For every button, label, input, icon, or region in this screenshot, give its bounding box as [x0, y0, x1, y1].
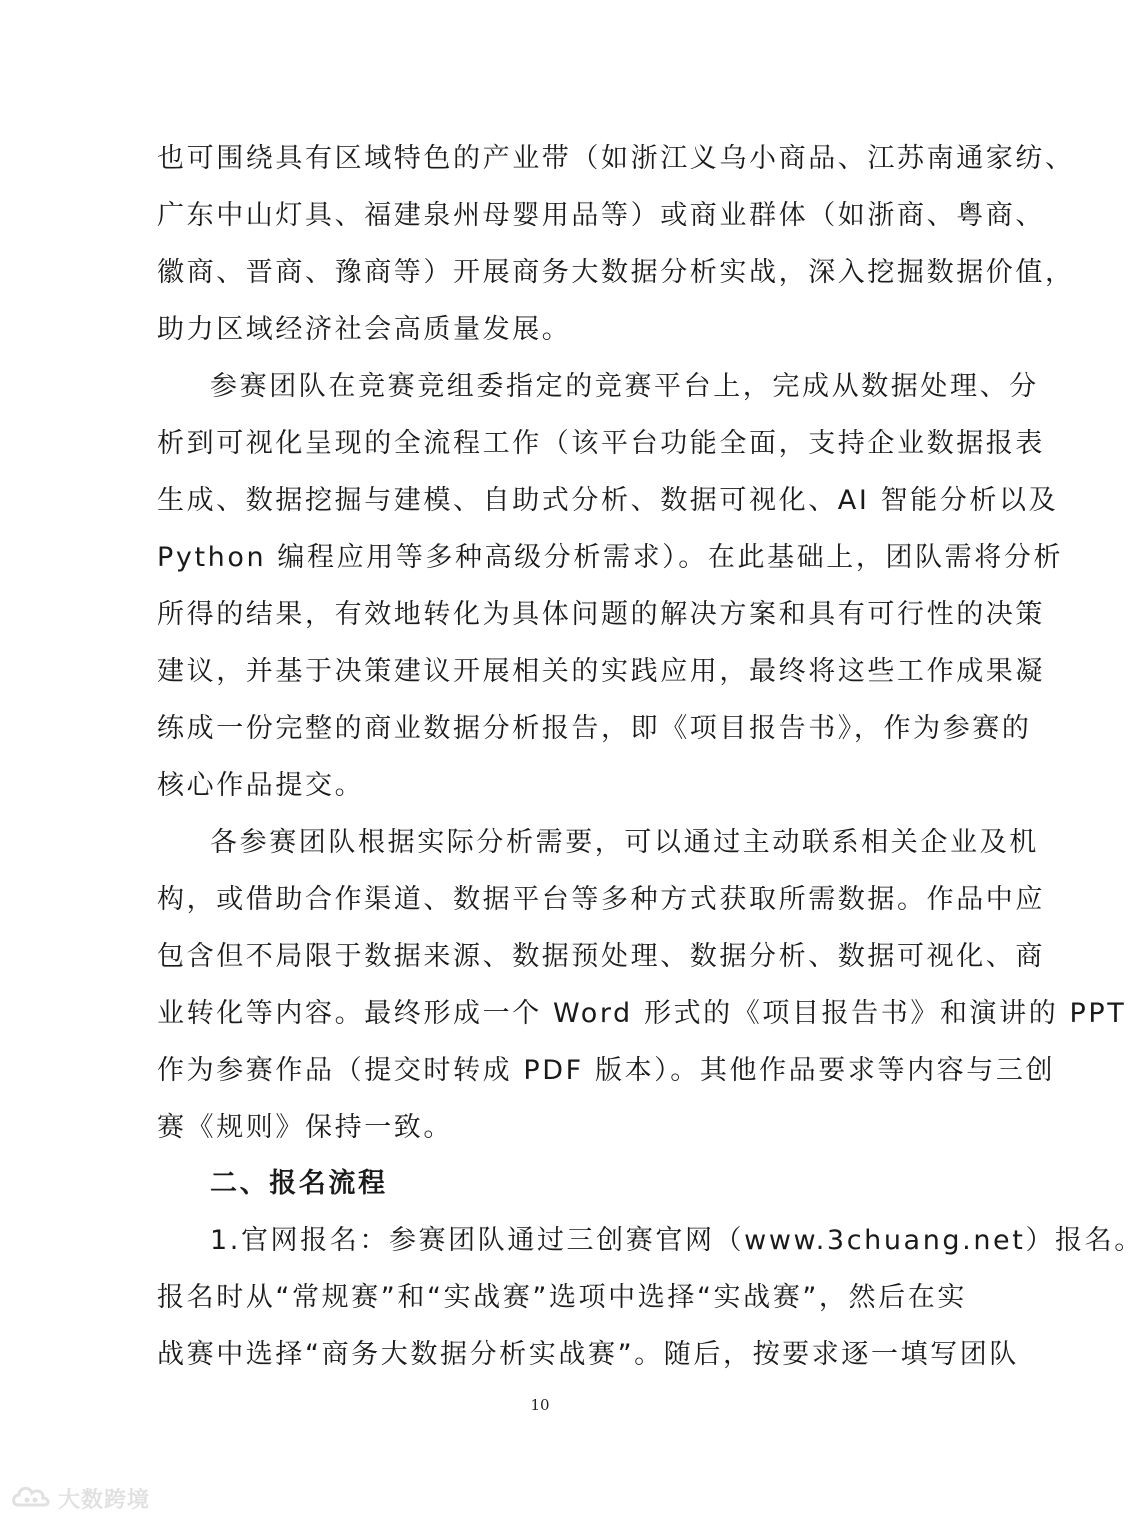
- paragraph-first-line: 各参赛团队根据实际分析需要，可以通过主动联系相关企业及机: [210, 827, 1039, 858]
- body-line: 战赛中选择“商务大数据分析实战赛”。随后，按要求逐一填写团队: [157, 1339, 1019, 1370]
- section-heading: 二、报名流程: [210, 1168, 388, 1199]
- body-line: 徽商、晋商、豫商等）开展商务大数据分析实战，深入挖掘数据价值，: [157, 257, 1075, 288]
- body-line: 练成一份完整的商业数据分析报告，即《项目报告书》，作为参赛的: [157, 713, 1032, 744]
- watermark: [10, 1480, 150, 1516]
- watermark-text: 大数跨境: [58, 1487, 151, 1513]
- body-line: 析到可视化呈现的全流程工作（该平台功能全面，支持企业数据报表: [157, 428, 1045, 459]
- body-line: 业转化等内容。最终形成一个 Word 形式的《项目报告书》和演讲的 PPT: [157, 998, 1127, 1029]
- body-line: 建议，并基于决策建议开展相关的实践应用，最终将这些工作成果凝: [157, 656, 1045, 687]
- body-line: 助力区域经济社会高质量发展。: [157, 314, 572, 345]
- body-line: 作为参赛作品（提交时转成 PDF 版本）。其他作品要求等内容与三创: [157, 1055, 1056, 1086]
- body-line: 核心作品提交。: [157, 770, 365, 801]
- body-line: 赛《规则》保持一致。: [157, 1112, 453, 1143]
- body-line: 所得的结果，有效地转化为具体问题的解决方案和具有可行性的决策: [157, 599, 1045, 630]
- body-line: 构，或借助合作渠道、数据平台等多种方式获取所需数据。作品中应: [157, 884, 1045, 915]
- body-line: 也可围绕具有区域特色的产业带（如浙江义乌小商品、江苏南通家纺、: [157, 143, 1075, 174]
- paragraph-first-line: 参赛团队在竞赛竞组委指定的竞赛平台上，完成从数据处理、分: [210, 371, 1039, 402]
- cloud-logo-icon: [10, 1481, 52, 1515]
- body-line: Python 编程应用等多种高级分析需求）。在此基础上，团队需将分析: [157, 542, 1064, 573]
- body-line: 包含但不局限于数据来源、数据预处理、数据分析、数据可视化、商: [157, 941, 1045, 972]
- body-line: 生成、数据挖掘与建模、自助式分析、数据可视化、AI 智能分析以及: [157, 485, 1059, 516]
- paragraph-first-line: 1.官网报名：参赛团队通过三创赛官网（www.3chuang.net）报名。: [210, 1225, 1144, 1256]
- body-line: 报名时从“常规赛”和“实战赛”选项中选择“实战赛”，然后在实: [157, 1282, 967, 1313]
- page-number: 10: [530, 1396, 550, 1414]
- body-line: 广东中山灯具、福建泉州母婴用品等）或商业群体（如浙商、粤商、: [157, 200, 1045, 231]
